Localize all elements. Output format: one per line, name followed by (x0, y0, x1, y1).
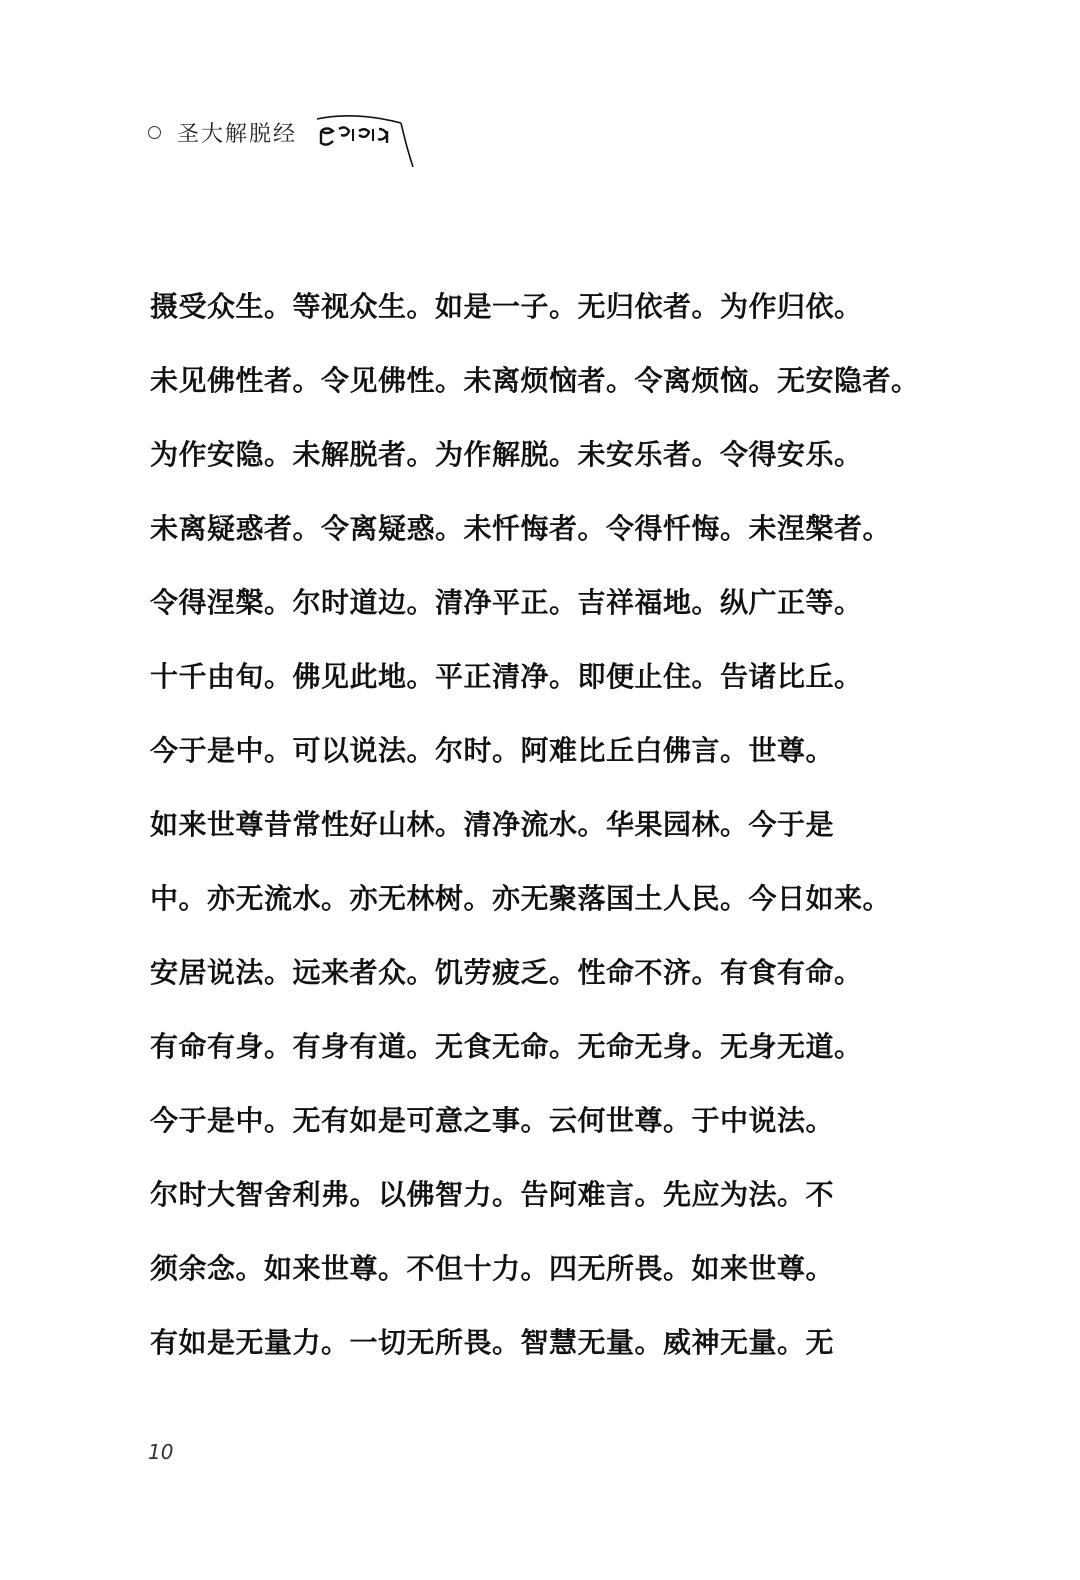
text-line: 未离疑惑者。令离疑惑。未忏悔者。令得忏悔。未涅槃者。 (150, 512, 892, 545)
text-line: 中。亦无流水。亦无林树。亦无聚落国土人民。今日如来。 (150, 882, 892, 915)
tibetan-script-logo (315, 109, 415, 171)
text-line: 为作安隐。未解脱者。为作解脱。未安乐者。令得安乐。 (150, 438, 863, 471)
text-line: 今于是中。可以说法。尔时。阿难比丘白佛言。世尊。 (150, 734, 835, 767)
page-number: 10 (148, 1440, 174, 1464)
text-line: 有命有身。有身有道。无食无命。无命无身。无身无道。 (150, 1030, 863, 1063)
text-line: 摄受众生。等视众生。如是一子。无归依者。为作归依。 (150, 290, 863, 323)
book-title: 圣大解脱经 (177, 121, 298, 147)
text-line: 令得涅槃。尔时道边。清净平正。吉祥福地。纵广正等。 (150, 586, 863, 619)
text-line: 须余念。如来世尊。不但十力。四无所畏。如来世尊。 (150, 1252, 835, 1285)
text-line: 如来世尊昔常性好山林。清净流水。华果园林。今于是 (150, 808, 835, 841)
running-header (148, 108, 415, 168)
body-text (150, 270, 930, 1380)
text-line: 今于是中。无有如是可意之事。云何世尊。于中说法。 (150, 1104, 835, 1137)
text-line: 十千由旬。佛见此地。平正清净。即便止住。告诸比丘。 (150, 660, 863, 693)
circle-bullet-icon (148, 126, 161, 139)
text-line: 未见佛性者。令见佛性。未离烦恼者。令离烦恼。无安隐者。 (150, 364, 920, 397)
text-line: 有如是无量力。一切无所畏。智慧无量。威神无量。无 (150, 1326, 835, 1359)
text-line: 尔时大智舍利弗。以佛智力。告阿难言。先应为法。不 (150, 1178, 835, 1211)
text-line: 安居说法。远来者众。饥劳疲乏。性命不济。有食有命。 (150, 956, 863, 989)
